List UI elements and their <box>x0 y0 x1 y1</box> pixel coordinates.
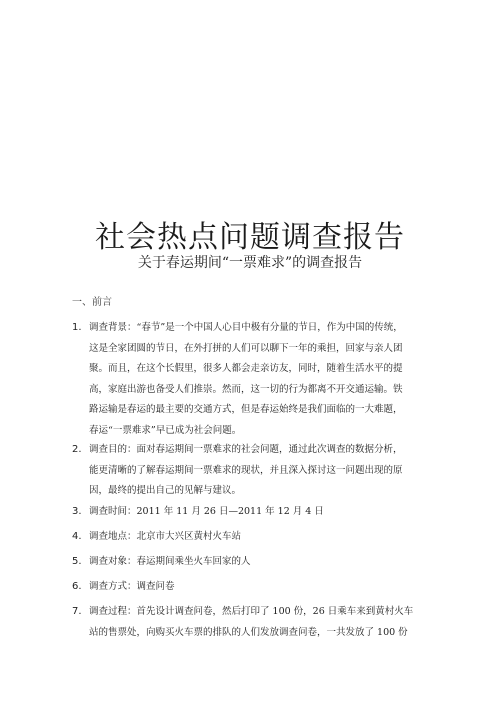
list-item-number: 4. <box>72 531 82 542</box>
list-item-number: 5. <box>72 556 82 567</box>
paragraph-line: 因，最终的提出自己的见解与建议。 <box>89 485 242 496</box>
paragraph-line: 春运“一票难求”早已成为社会问题。 <box>89 424 242 436</box>
list-item-number: 7. <box>72 606 82 617</box>
paragraph-line: 调查地点：北京市大兴区黄村火车站 <box>89 531 242 542</box>
paragraph-line: 调查对象：春运期间乘坐火车回家的人 <box>89 556 251 567</box>
list-item-number: 6. <box>72 581 82 592</box>
document-title: 社会热点问题调查报告 <box>95 220 405 255</box>
paragraph-line: 这是全家团圆的节日，在外打拼的人们可以聊下一年的乘担，回家与亲人团 <box>89 342 403 354</box>
paragraph-line: 聚。而且，在这个长假里，很多人都会走亲访友，同时，随着生活水平的提 <box>89 363 403 374</box>
paragraph-line: 调查时间：2011 年 11 月 26 日—2011 年 12 月 4 日 <box>89 506 324 517</box>
section-heading: 一、前言 <box>72 297 112 308</box>
list-item-6 <box>72 577 392 598</box>
paragraph-line: 能更清晰的了解春运期间一票难求的现状，并且深入探讨这一问题出现的原 <box>89 464 403 476</box>
paragraph-line: 高，家庭出游也备受人们推崇。然而，这一切的行为都离不开交通运输。铁 <box>89 383 403 395</box>
paragraph-line: 路运输是春运的最主要的交通方式，但是春运始终是我们面临的一大难题， <box>89 404 403 415</box>
list-item-2 <box>72 440 403 502</box>
list-item-5 <box>72 552 392 573</box>
list-item-1 <box>72 318 403 441</box>
paragraph-line: 调查过程：首先设计调查问卷，然后打印了 100 份，26 日乘车来到黄村火车 <box>89 606 414 617</box>
paragraph-line: 调查背景：“春节”是一个中国人心目中极有分量的节日，作为中国的传统， <box>89 322 403 333</box>
document-subtitle: 关于春运期间“一票难求”的调查报告 <box>137 255 363 271</box>
paragraph-line: 调查目的：面对春运期间一票难求的社会问题，通过此次调查的数据分析， <box>89 444 403 455</box>
paragraph-line: 调查方式：调查问卷 <box>89 581 175 592</box>
list-item-number: 1. <box>72 322 82 333</box>
list-item-7 <box>72 602 414 643</box>
list-item-number: 2. <box>72 444 82 455</box>
list-item-number: 3. <box>72 506 82 517</box>
list-item-4 <box>72 527 392 548</box>
list-item-3 <box>72 502 392 523</box>
paragraph-line: 站的售票处，向购买火车票的排队的人们发放调查问卷，一共发放了 100 份 <box>89 626 408 638</box>
